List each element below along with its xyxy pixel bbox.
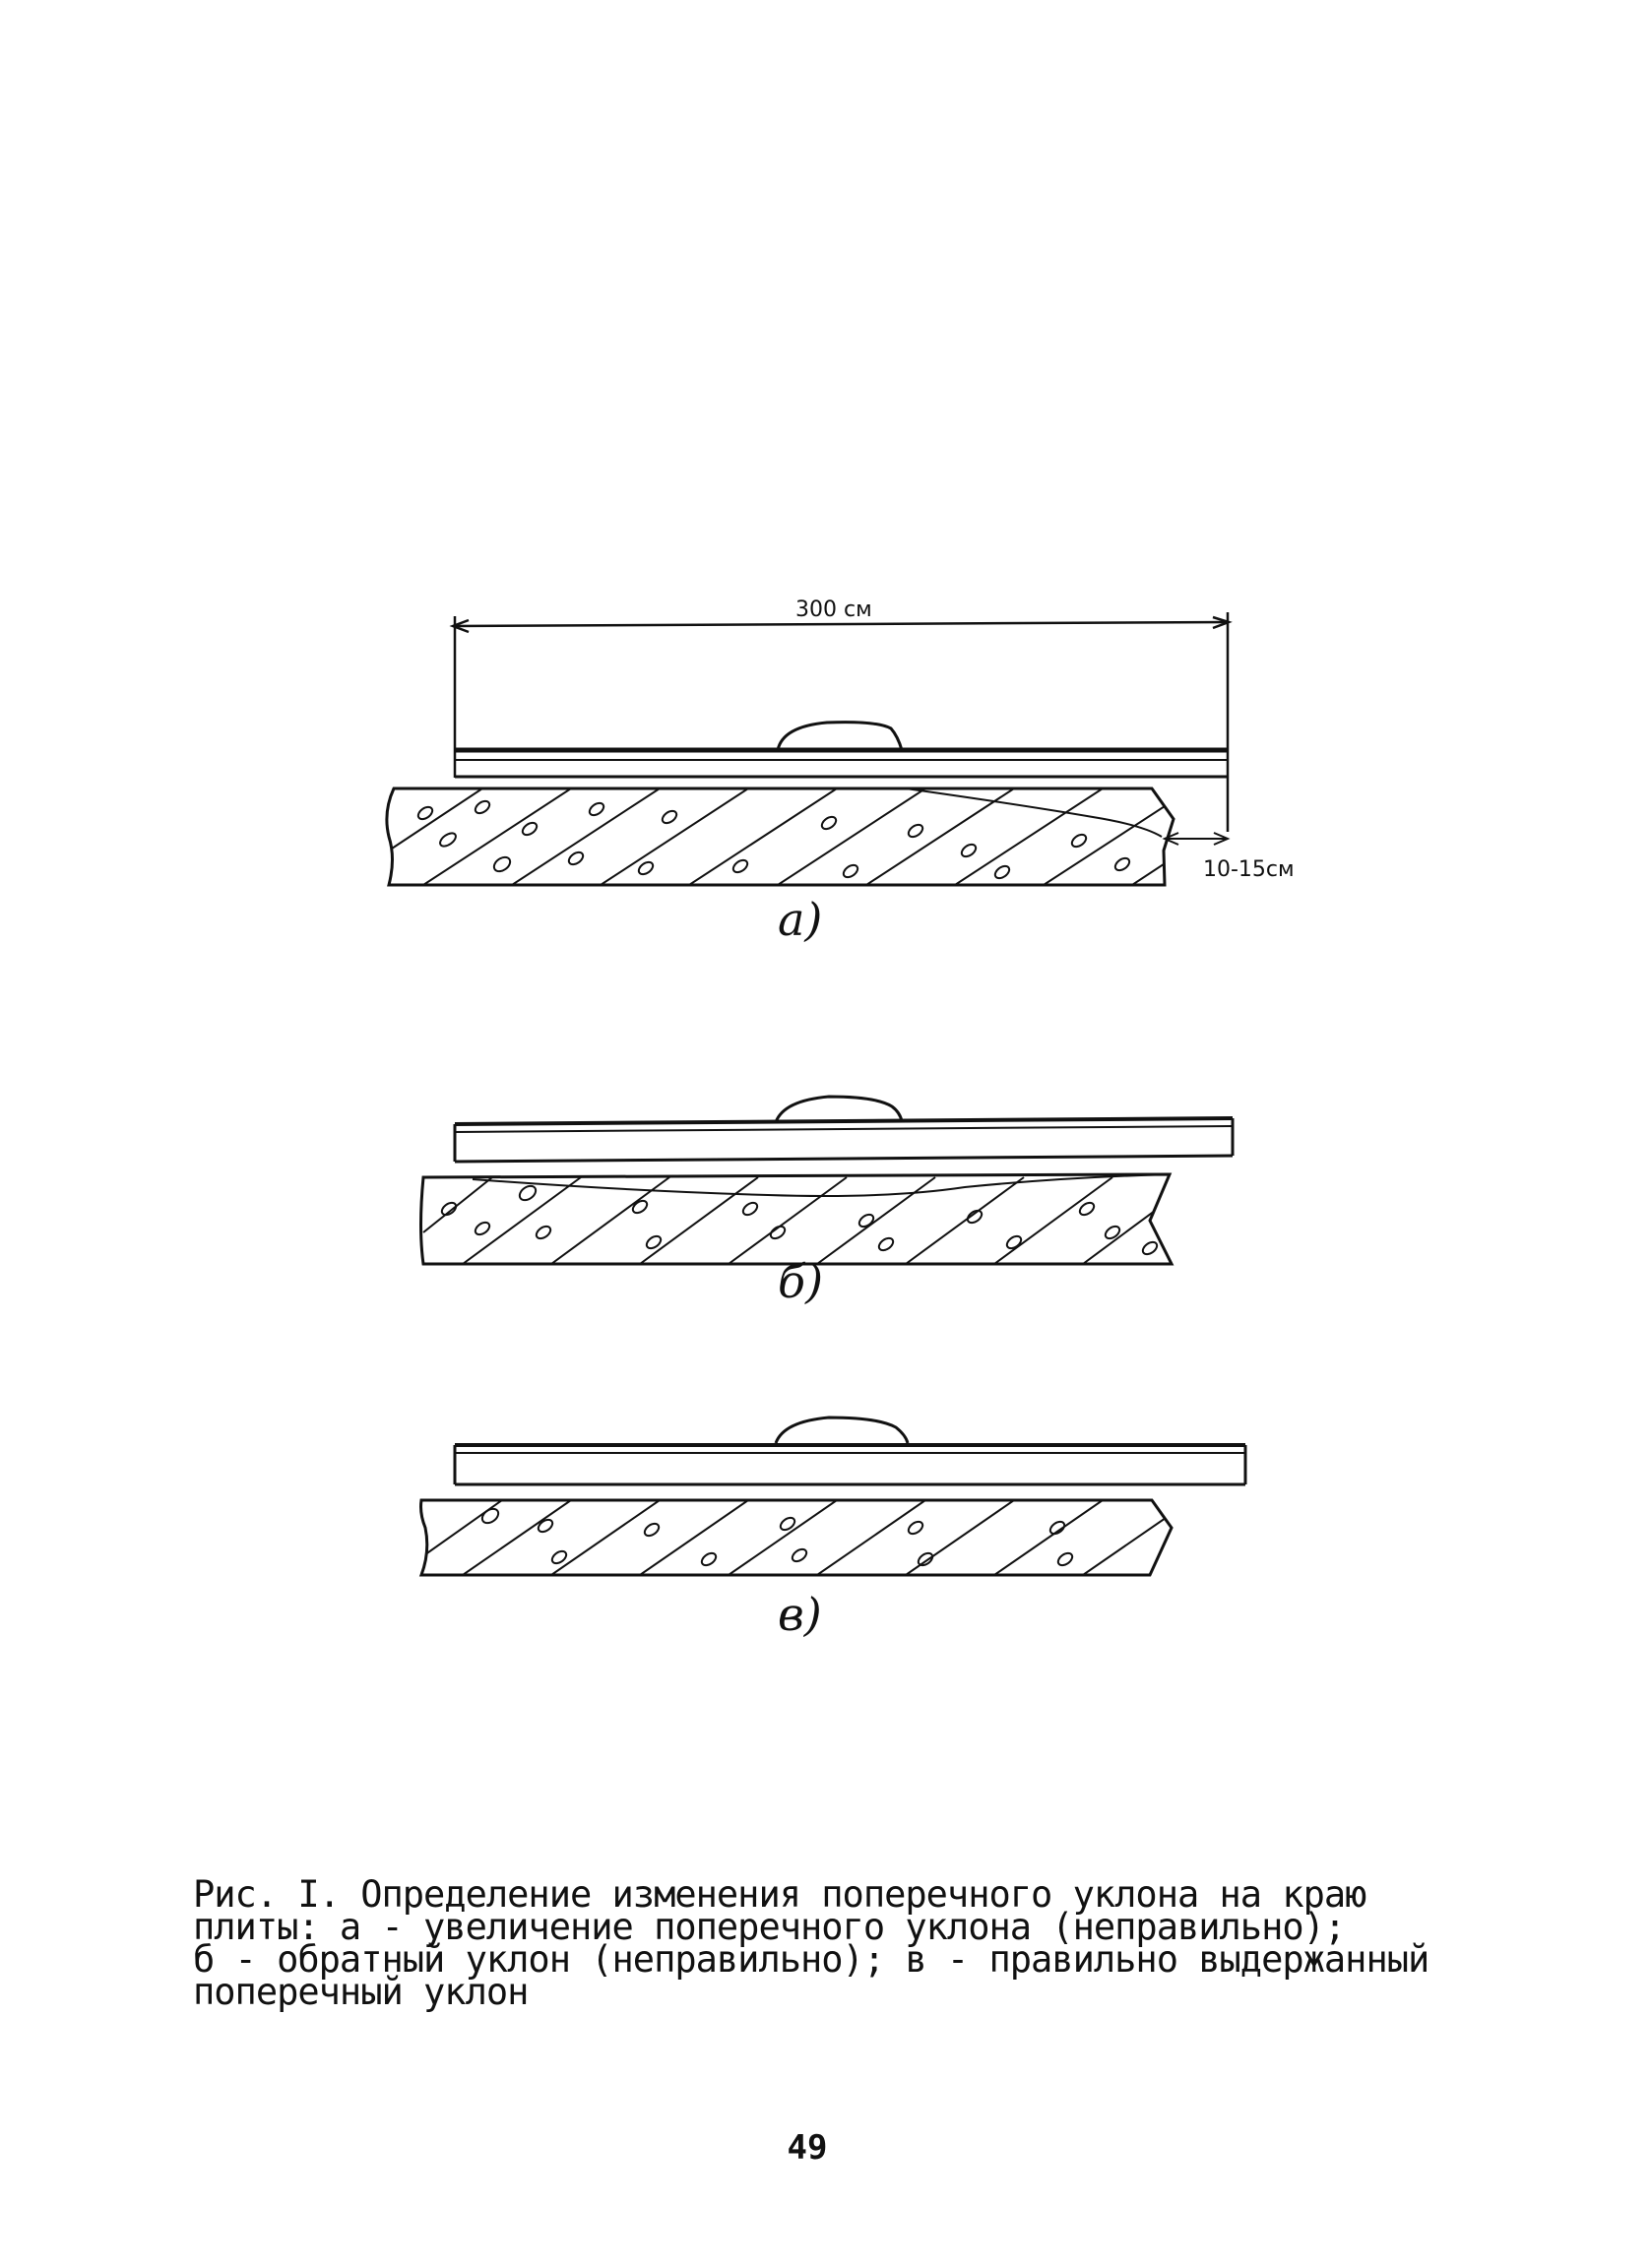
panel-b-label: б) <box>778 1255 824 1308</box>
caption-line-1: Рис. I. Определение изменения поперечного уклона на краю <box>193 1873 1366 1916</box>
figure-caption <box>193 1873 1429 2013</box>
level-bubble-a <box>778 723 902 750</box>
panel-b-diagram <box>421 1097 1234 1308</box>
caption-line-2: плиты: а - увеличение поперечного уклона (неправильно); <box>193 1906 1346 1948</box>
level-bubble-b <box>776 1097 902 1122</box>
page-number: 49 <box>787 2128 828 2168</box>
panel-a-diagram <box>387 598 1295 946</box>
concrete-slab-b <box>421 1174 1182 1264</box>
straightedge-rail-b <box>455 1118 1233 1162</box>
panel-c-label: в) <box>778 1588 822 1641</box>
straightedge-rail-c <box>455 1445 1245 1484</box>
dimension-label-300: 300 см <box>795 598 872 622</box>
concrete-slab-a <box>387 788 1181 885</box>
dimension-label-gap: 10-15см <box>1203 857 1295 882</box>
caption-line-3: б - обратный уклон (неправильно); в - правильно выдержанный <box>193 1938 1429 1981</box>
dimension-line-gap <box>1165 833 1228 845</box>
level-bubble-c <box>776 1418 908 1443</box>
panel-c-diagram <box>421 1418 1246 1641</box>
straightedge-rail-a <box>455 750 1228 777</box>
concrete-slab-c <box>421 1500 1182 1575</box>
panel-a-label: а) <box>778 893 823 946</box>
caption-line-4: поперечный уклон <box>193 1971 529 2013</box>
